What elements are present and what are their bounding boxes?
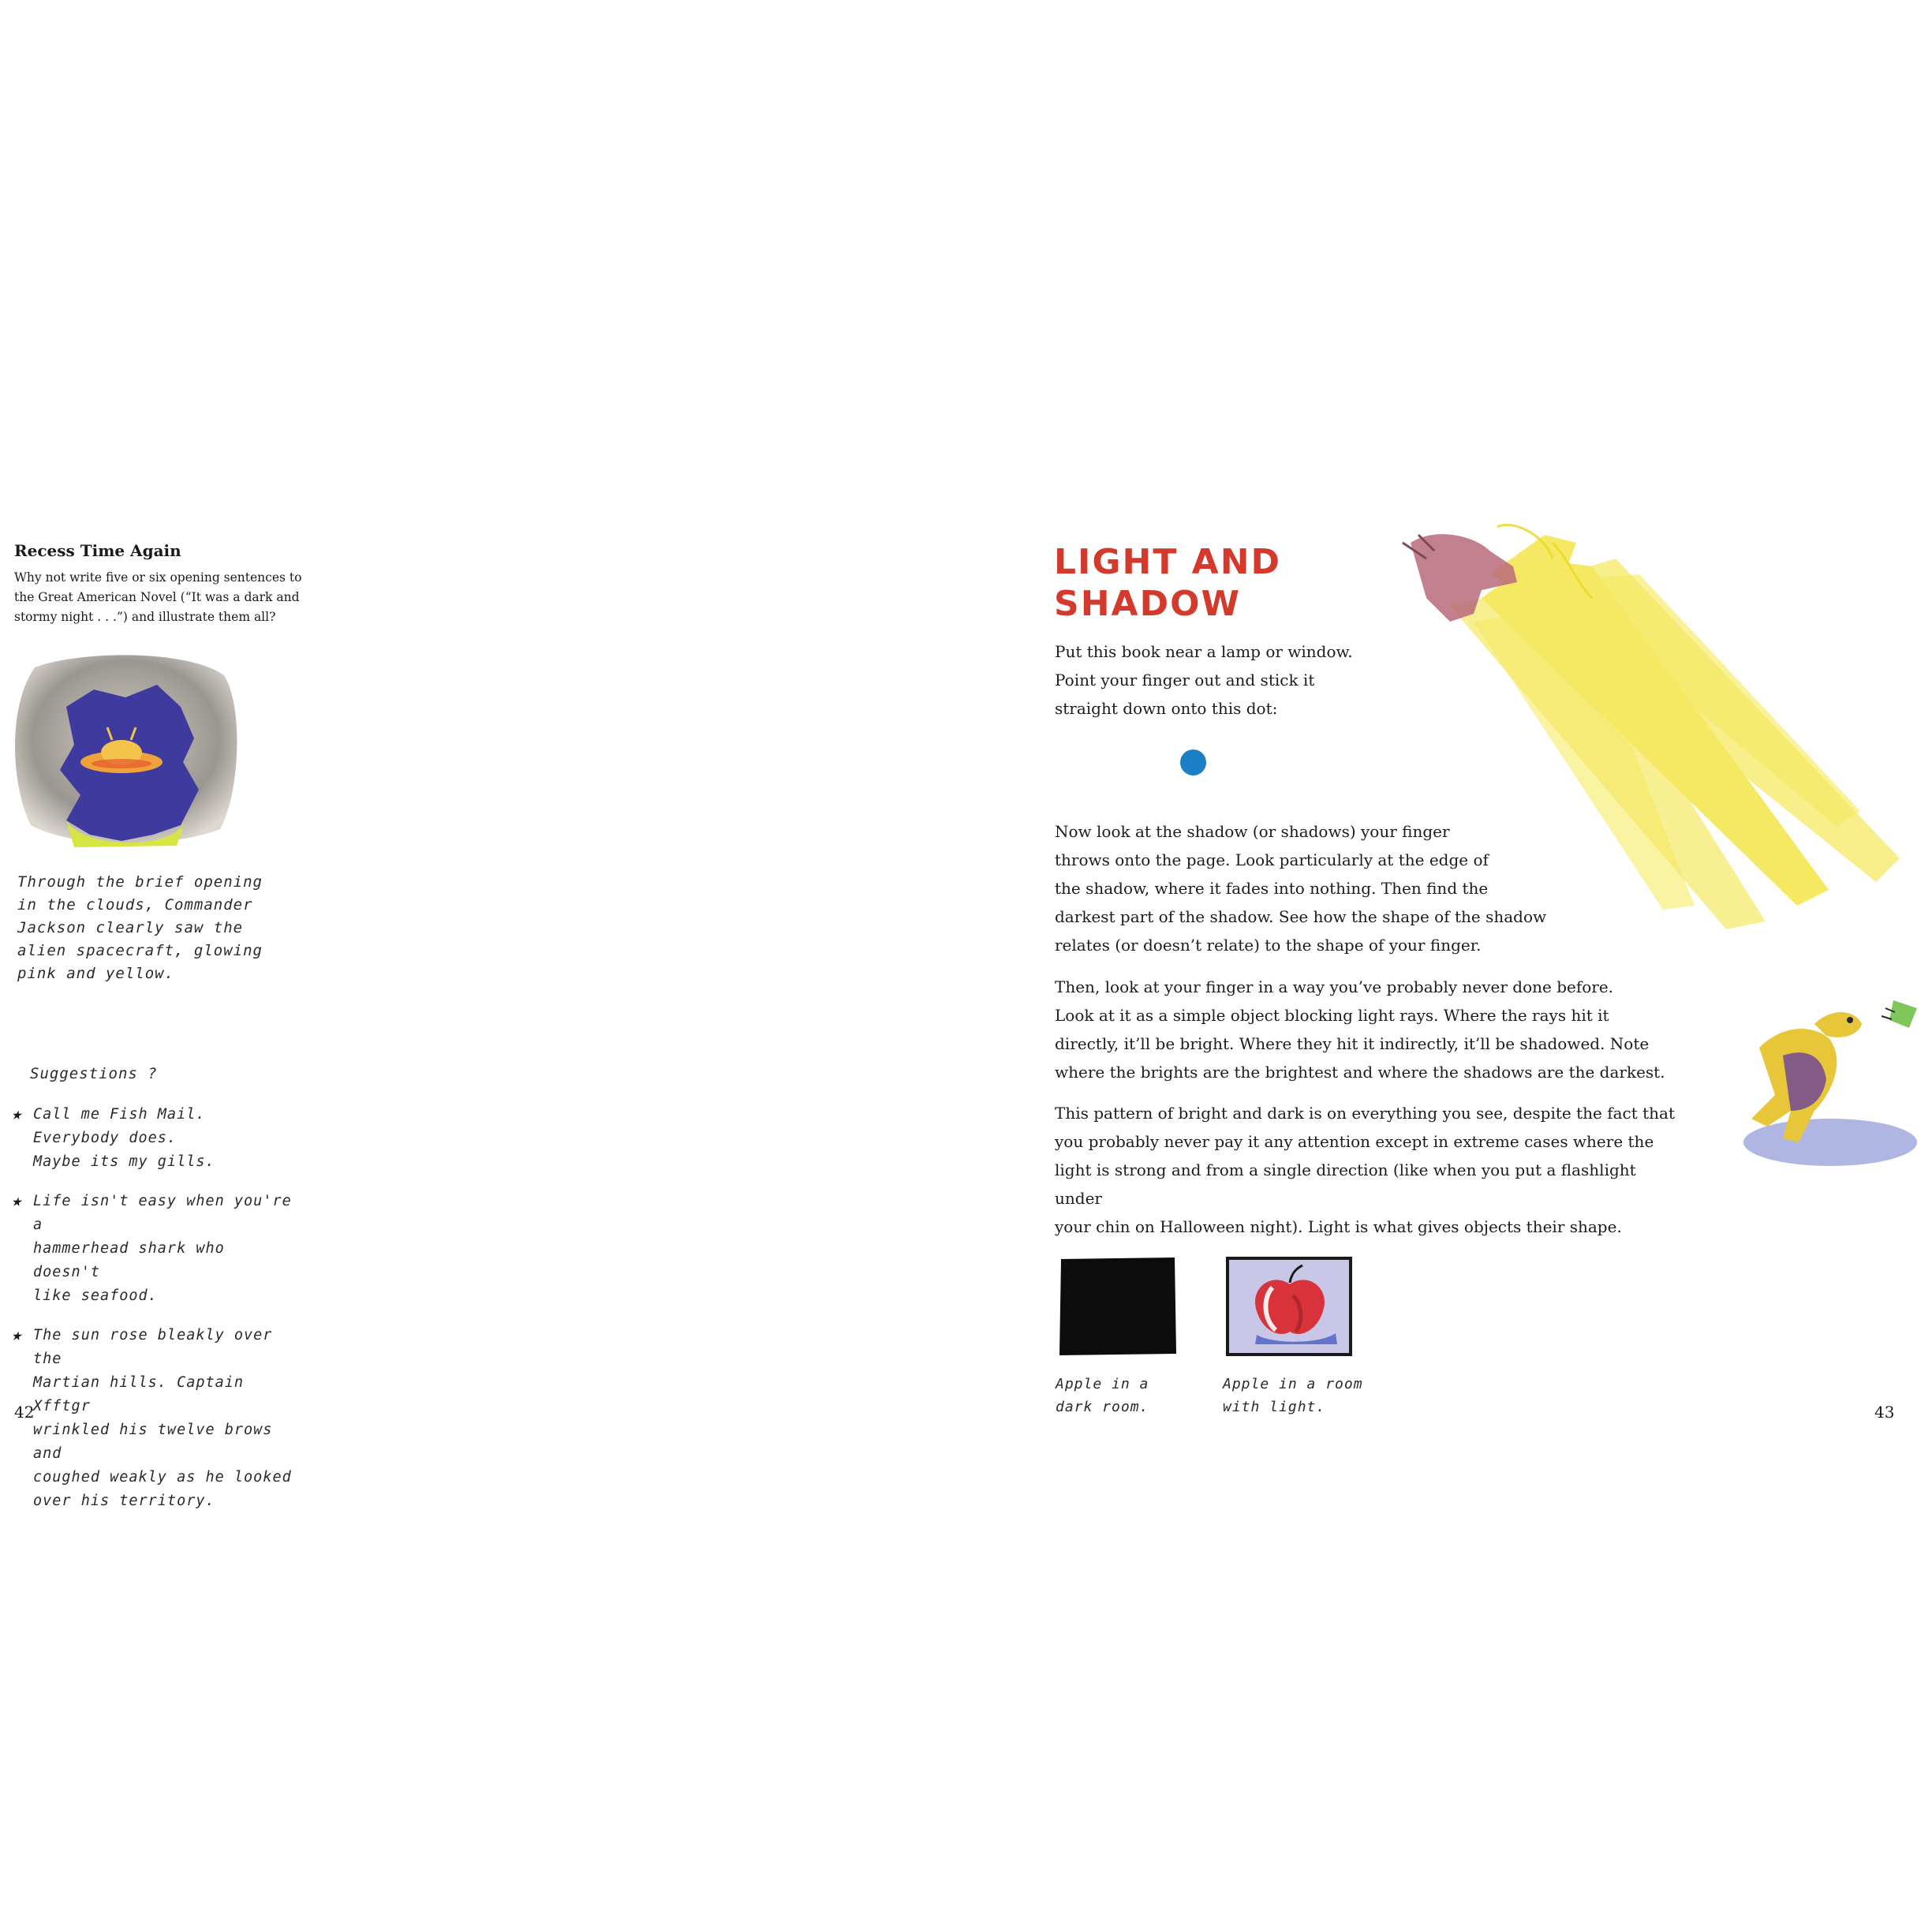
text-line: Point your finger out and stick it [1055, 671, 1315, 689]
suggestion-line: like seafood. [33, 1287, 158, 1304]
caption-line: Jackson clearly saw the [17, 919, 244, 936]
sidebar-line: stormy night . . .”) and illustrate them all? [14, 610, 276, 624]
suggestion-line: Maybe its my gills. [33, 1153, 215, 1170]
paragraph-4 [1055, 1099, 1686, 1241]
suggestion-line: Call me Fish Mail. Everybody does. [33, 1106, 206, 1146]
suggestion-line: The sun rose bleakly over the [33, 1327, 273, 1367]
page-number-right: 43 [1874, 1403, 1895, 1422]
text-line: Now look at the shadow (or shadows) your finger [1055, 822, 1450, 841]
text-line: the shadow, where it fades into nothing. Then find the [1055, 879, 1489, 898]
sidebar-title: Recess Time Again [14, 541, 181, 560]
running-figure-illustration [1688, 992, 1925, 1174]
caption-line: dark room. [1056, 1399, 1149, 1415]
title-line: LIGHT AND [1054, 542, 1282, 582]
light-rays-hand-illustration [1355, 511, 1908, 953]
suggestion-line: Martian hills. Captain Xfftgr [33, 1374, 245, 1414]
apple-dark-room-illustration [1058, 1256, 1178, 1357]
apple-lit-room-illustration [1225, 1256, 1353, 1357]
text-line: This pattern of bright and dark is on everything you see, despite the fact that [1055, 1104, 1675, 1123]
text-line: directly, it’ll be bright. Where they hit it indirectly, it’ll be shadowed. Note [1055, 1034, 1650, 1053]
caption-line: Apple in a room [1223, 1376, 1363, 1392]
suggestion-line: wrinkled his twelve brows and [33, 1422, 273, 1462]
alien-caption [17, 871, 263, 985]
text-line: your chin on Halloween night). Light is what gives objects their shape. [1055, 1217, 1622, 1236]
text-line: straight down onto this dot: [1055, 699, 1278, 718]
paragraph-3 [1055, 973, 1670, 1086]
suggestions-heading: Suggestions ? [30, 1065, 158, 1082]
sidebar-body [14, 568, 314, 627]
text-line: where the brights are the brightest and where the shadows are the darkest. [1055, 1063, 1665, 1082]
apple-dark-caption [1056, 1373, 1174, 1418]
star-bullet-icon: ★ [11, 1325, 23, 1345]
star-bullet-icon: ★ [11, 1191, 23, 1211]
blue-dot [1180, 749, 1206, 775]
sidebar-line: the Great American Novel (“It was a dark and [14, 590, 300, 604]
suggestion-item [11, 1103, 295, 1174]
caption-line: in the clouds, Commander [17, 896, 253, 914]
caption-line: Apple in a [1056, 1376, 1149, 1392]
text-line: darkest part of the shadow. See how the shape of the shadow [1055, 907, 1547, 926]
star-bullet-icon: ★ [11, 1104, 23, 1124]
suggestion-line: over his territory. [33, 1493, 215, 1509]
caption-line: with light. [1223, 1399, 1326, 1415]
suggestion-line: coughed weakly as he looked [33, 1469, 292, 1485]
apple-light-caption [1223, 1373, 1373, 1418]
sidebar-line: Why not write five or six opening sentences to [14, 570, 302, 585]
text-line: throws onto the page. Look particularly at the edge of [1055, 850, 1489, 869]
suggestion-line: hammerhead shark who doesn't [33, 1240, 225, 1280]
suggestion-line: Life isn't easy when you're a [33, 1193, 292, 1233]
chapter-title [1054, 541, 1306, 625]
text-line: Put this book near a lamp or window. [1055, 642, 1353, 661]
text-line: relates (or doesn’t relate) to the shape of your finger. [1055, 936, 1482, 955]
suggestion-item [11, 1324, 295, 1513]
paragraph-1 [1055, 637, 1355, 723]
caption-line: alien spacecraft, glowing [17, 942, 263, 959]
caption-line: pink and yellow. [17, 965, 175, 982]
caption-line: Through the brief opening [17, 873, 263, 891]
text-line: you probably never pay it any attention except in extreme cases where the [1055, 1132, 1654, 1151]
suggestion-item [11, 1190, 295, 1308]
text-line: Then, look at your finger in a way you’ve probably never done before. [1055, 977, 1614, 996]
suggestions-list [11, 1103, 295, 1529]
alien-spacecraft-illustration [11, 652, 240, 854]
text-line: light is strong and from a single direction (like when you put a flashlight under [1055, 1160, 1636, 1208]
page-number-left: 42 [14, 1403, 35, 1422]
title-line: SHADOW [1054, 584, 1242, 624]
text-line: Look at it as a simple object blocking light rays. Where the rays hit it [1055, 1006, 1609, 1025]
